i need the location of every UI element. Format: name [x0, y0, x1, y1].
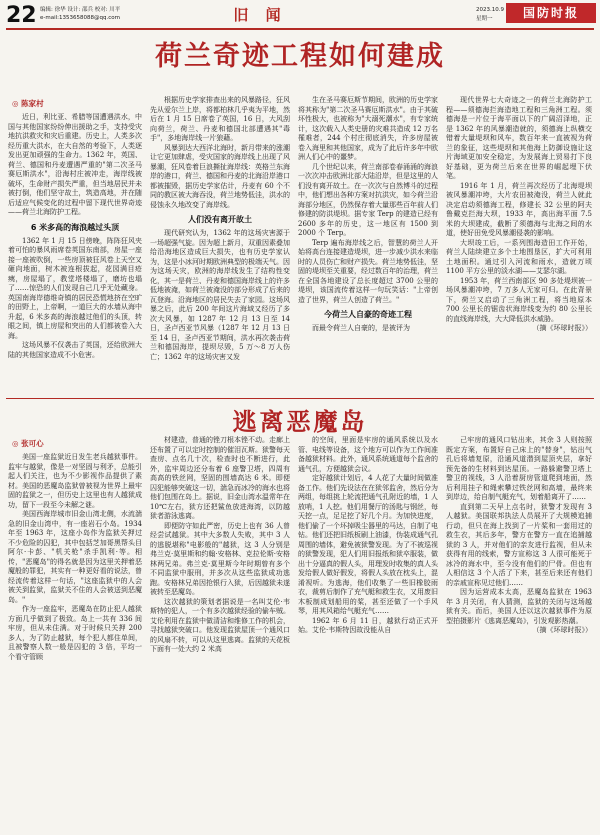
article1-column-2 [150, 96, 290, 396]
paragraph: 现代世界七大奇迹之一的荷兰北海防护工程——须德海拦海造地工程和三角洲工程。须德海是一片位于海平面以下的广阔沼泽地，正是 1362 年的风暴潮造就的，须德海上纵横交错着大量堤坝和风车，数百年来一直被视为荷兰的象征，这些堤坝和其他海上防御设施让这片海域更加安全稳定，为发展海上贸易打下良好基础，更为荷兰后来在世界的崛起埋下伏笔。 [446, 96, 592, 180]
article-divider [6, 398, 594, 399]
article1-subhead-3: 今荷兰人自豪的奇迹工程 [324, 310, 412, 319]
paragraph: 这场风暴不仅袭击了英国，还给欧洲大陆的其他国家造成不小危害。 [8, 341, 142, 359]
article1-column-1 [8, 96, 142, 396]
paragraph: 现代研究认为，1362 年的这场灾害源于一场超强气旋。因为超上新月，双重因素叠加给沿海地区造成巨大损失，也有历史学家认为，这是小冰河时期欧洲典型的极端天气。因为这场天灾，欧洲的海岸线发生了结构性变化，其一是荷兰、丹麦和德国海岸线上的许多低地被淹，如荷兰被淹没的部分形成了后来的瓦登海。沿海地区的居民失去了家园。这场风暴之后，此后 200 年间这片海域又经历了多次大风暴，如 1287 年 12 月 13 日至 14 日，圣卢西亚节风暴（1287 年 12 月 13 日至 14 日，圣卢西亚节期间，洪水再次袭击荷兰和德国海岸，提坝尽毁，5 万～8 万人伤亡；1362 年的这场灾害又发 [150, 229, 290, 361]
paragraph: 这次越狱的策划者据说是一名叫艾伦·韦斯特的犯人，一个有多次越狱经验的偷车贼。艾伦利用在监狱中做清洁和维修工作的机会，寻找越狱突破口。他发现监狱屋顶一个通风口的风扇不转，可以从这里逃离。监狱的天花板下面有一处大约 2 米高 [150, 597, 290, 653]
article1-column-3 [298, 96, 438, 396]
page-number: 22 [6, 3, 37, 28]
article1-title: 荷兰奇迹工程如何建成 [155, 41, 445, 72]
paragraph: 根据历史学家排查出来的风暴路径，狂风先从爱尔兰上岸，将都柏林几乎夷为平地，然后在 1 月 15 日席卷了英国，16 日，大风刮向荷兰，荷兰、丹麦和德国北部遭遇其"毒手"，多地海岸线一片狼藉。 [150, 96, 290, 142]
article1-source: （摘《环球时报》） [532, 324, 592, 332]
article2-byline: ◎ 张可心 [12, 439, 44, 448]
paragraph: 作为一座监牢，恶魔岛在防止犯人越狱方面几乎做到了极致。岛上一共有 336 间牢房，但从未住满。对于时候只关押 200 多人，为了防止越狱，每个犯人都住单间，且被警察人数一般是囚犯的 3 倍，平均一个看守管顾 [8, 605, 142, 661]
page-header [0, 0, 600, 30]
date-line: 2023.10.9 [476, 7, 504, 13]
paragraph: 的空间，里面是牢房的通风系统以及水管、电线等设备，这个地方可以作为工作间准备越狱材料。此外，通风系统通道每个监舍的通气孔，方便越狱会议。 [298, 436, 438, 473]
paragraph: 因为运营成本太高，恶魔岛监狱在 1963 年 3 月关闭，有人猜测，监狱的关闭与这场越狱有关。而后，美国人还以这次越狱事件为原型拍摄影片《逃离恶魔岛》，引发观影热潮。 [446, 588, 592, 625]
weekday-line: 星期一 [476, 16, 493, 22]
paragraph: 大坝竣工后，一系列围海造田工作开始，荷兰人陆续建立多个土地围垦区，扩大可利用土地面积。通过引入河流和雨水，造就万顷 1100 平方公里的淡水湖——艾瑟尔湖。 [446, 238, 592, 275]
article1-subhead-1: 6 米多高的海浪越过头顶 [30, 222, 120, 232]
article2-title: 逃离恶魔岛 [232, 408, 368, 436]
email-line: e-mail:1353658088@qq.com [40, 15, 120, 21]
article2-source: （摘《环球时报》） [532, 626, 592, 634]
paragraph: 己牢房的通风口钻出来，其余 3 人则按照既定方案，布置好自己床上的"替身"，钻出气孔后将墙复原，沿通风道潜到屋顶夹层，拿好预先备的生材料到达屋顶。一路躲避警卫塔上警卫的视线，3 人沿着厨房管道爬到地面，然后利用挂子和绳索攀过铁丝网和高墙，最终来到岸边，给自制气艇充气，划着船离开了…… [446, 436, 592, 501]
article2-column-1 [8, 436, 142, 830]
paragraph: 美国西海岸城市旧金山湾北侧，水流湍急的旧金山湾中，有一座岩石小岛。1934 年至 1963 年，这座小岛作为监狱关押过不少危险的囚犯，其中包括芝加哥黑帮头目阿尔·卡彭、"机关枪"杀手凯利·等。相传，"恶魔岛"的得名就是因为这里关押着恶魔般的罪犯，其实有一种更好看的说法，曾经流传着这样一句话，"这座监狱中的人会被关到监狱，监狱关不住的人会被送到恶魔岛。" [8, 510, 142, 604]
article1-byline: ◎ 陈家村 [12, 99, 44, 108]
paragraph: 1953 年，荷兰西南部区 90 多处堤坝被一场风暴潮冲垮，7 万多人无家可归。在此背景下，荷兰又启动了三角洲工程，将当地原本 700 公里长的锯齿状海岸线变为约 80 公里长的直线海岸线，大大降低洪水威胁。 [446, 276, 592, 323]
paragraph: 生在圣马赛厄斯节期间，欧洲的历史学家将其称为"第二次圣马赛厄斯洪水"。由于其破坏性极大，也被称为"大溺死潮水"，有专家统计，这次载入人类史册的灾难共造成 12 万名罹难者，244 个村庄彻底消失，许多房屋被卷入海里和其他国家，成为了此后许多年中欧洲人们心中的噩梦。 [298, 96, 438, 161]
editors-line: 编辑: 徐华 设计: 邵兵 校对: 川平 [40, 7, 121, 13]
paragraph: 而最令荷兰人自豪的，是被评为 [312, 324, 410, 332]
article2-column-4 [446, 436, 592, 830]
editor-credits [40, 6, 120, 22]
paragraph: 美国一座监狱近日发生老兵越狱事件。监牢与越狱，像是一对坚固与利矛，总能引起人们关注，也为不少影视作品提供了素材。美国的恶魔岛监狱曾被视为世界上最牢固的监狱之一，但历史上这里也有人越狱成功，留下一段至今未解之谜。 [8, 453, 142, 509]
newspaper-logo: 国防时报 [506, 3, 596, 23]
paragraph: 1362 年 1 月 15 日傍晚，阵阵狂风夹着可怕的暴风雨席卷英国东南部，房屋一座接一座被吹倒，一些房顶被狂风卷上天空又砸向地面，树木被连根拔起，花园满目疮痍，房屋塌了，教堂塔楼塌了，磨坊也塌了……惊恐的人们发现自己几乎无处藏身。英国南海岸德维奇镇的居民恐慌地挤在空旷的田野上，上帝啊，一道巨大的水墙从海中升起，6 米多高的海浪越过他们的头顶，转眼之间，镇上房屋和突出的人们都被卷入大海。 [8, 236, 142, 340]
paragraph: 材建造，普通的锉刀根本锉不动。走廊上还布置了可以定时控制的催泪瓦斯。狱警每天查房、点名几十次，检查时也不断进行，此外，监牢周边还分布着 6 座警卫塔，四周有高高的铁丝网，坚固的围墙高达 6 米。即便囚犯能够突破这一切，湍急而冰冷的海水也将他们包围在岛上。据说，旧金山湾水温常年在 10℃左右，狱方还把鲨鱼放进海湾，以防越狱者游泳逃离。 [150, 436, 290, 520]
header-rule [6, 28, 594, 30]
paragraph: 近日，利比亚、希腊等国遭遇洪水，中国与其他国家纷纷伸出援助之手，支持受灾地抗洪救灾和灾后重建。历史上，人类多次经历重大洪水，在大自然的考验下，人类逐发出更加顽强的生命力。1362 年，英国、荷兰、德国和丹麦遭遇严重的"第二次圣马赛厄斯洪水"，沿海村庄被冲走，海岸线被破坏，生命财产损失严重，但当地居民并未被打倒，他们坚守故土，筑造高地，并在随后适应气候变化的过程中留下现代世界奇迹——荷兰北海防护工程。 [8, 113, 142, 216]
paragraph: Terp 遍布海岸线之后，智慧的荷兰人开始将高台连接建造堤坝，进一步减少洪水来临时的人员伤亡和财产损失。荷兰地势低洼，坚固的堤坝至关重要，经过数百年的治理，荷兰在全国各地建设了总长度超过 3700 公里的堤坝，该国流传着这样一句玩笑话："上帝创造了世界，荷兰人创造了荷兰。" [298, 238, 438, 304]
issue-date [476, 6, 504, 24]
paragraph: 直到第二天早上点名时，狱警才发现有 3 人越狱。美国联邦执法人员展开了大规模追捕行动，但只在海上找到了一片桨和一套用过的救生衣，其后多年，警方在警方一直在追捕越狱的 3 人，并对他们的亲友进行监视，但从未获得有用的线索，警方宣称这 3 人很可能死于冰冷的海水中，至今没有他们的尸骨。但也有人相信这 3 个人活了下来，甚至后来还有他们的亲戚宣称见过他们…… [446, 502, 592, 587]
paragraph: 定好越狱计划后，4 人花了大量时间做准备工作。他们先设法在在狱邻监舍，然后分为两组，每组挑上轮流把通气孔附近的墙，1 人放哨，1 人挖。他们用餐厅的汤匙与钢丝，每天挖一点，足足挖了好几个月。为加快进度，他们偷了一个坏掉吸尘器里的马达，自制了电钻。他们还把旧纸板刷上油漆，伪装成通气孔周围的墙体，避免被狱警发现。为了不被巡视的狱警发现，犯人们用旧报纸和狱卒服装，做出十分逼真的假人头，用理发时收集的真人头发给假人做好假发，将假人头放在枕头上，混淆视听。为逃海，他们收集了一些旧橡胶雨衣，裁剪后制作了充气艇和救生衣，又用废旧木板制成划船用的桨，甚至还做了一个手风琴，用其风箱给气艇充气…… [298, 474, 438, 615]
article1-column-4 [446, 96, 592, 396]
section-title: 旧 闻 [233, 6, 287, 24]
paragraph: 1916 年 1 月，荷兰再次经历了北海堤坝被风暴潮冲垮，大片农田被淹没，荷兰人就此决定启动须德海工程，修建长 32 公里的阿夫鲁戴克拦海大坝，1933 年，高出海平面 7.5 米的大坝建成，截断了须德海与北海之间的水道，使好田免受风暴潮侵袭的影响。 [446, 181, 592, 237]
paragraph: 即便防守如此严密，历史上也有 36 人曾经尝试越狱。其中大多数人失败，其中 3 人的逃脱堪称"电影般的"越狱，这 3 人分别是弗兰克·莫里斯和约翰·安格林、克拉伦斯·安格林两兄弟。弗兰克·莫里斯今年时期曾有多个不同监狱中服刑，并多次从这些监狱成功逃跑。安格林兄弟因抢银行入狱，后因越狱未遂被转至恶魔岛。 [150, 521, 290, 596]
article2-column-2 [150, 436, 290, 830]
paragraph: 几个世纪以来，荷兰南部卷春涌涌的海浪一次次冲击欧洲北部大陆沿岸，但是这里的人们没有离开故土。在一次次与自然博斗的过程中，他们想出各种方案对抗洪灾，如今荷兰沿海部分地区，仍然保存着大量那些百年前人们修建的防洪堤坝。据专家 Terp 的建造已经有 2600 多年的历史，这一地区有 1500 到 2000 个 Terp。 [298, 162, 438, 237]
paragraph: 1962 年 6 月 11 日，越狱行动正式开始。艾伦·韦斯特因故没能从自 [298, 616, 438, 634]
paragraph: 风暴到达大西洋北海时，新月带来的涨潮让它更加肆虐，受灾国家的海岸线上出现了风暴潮，狂风卷着巨浪撕扯海岸线：英格兰东海岸的港口，荷兰、德国和丹麦的北海沿岸港口都被摧毁，据历史学家估计，丹麦有 60 个不同的教区被大海吞没，荷兰地势低洼，洪水的侵蚀永久地改变了海岸线。 [150, 143, 290, 209]
article2-column-3 [298, 436, 438, 830]
article1-subhead-2: 人们没有离开故土 [188, 215, 252, 224]
